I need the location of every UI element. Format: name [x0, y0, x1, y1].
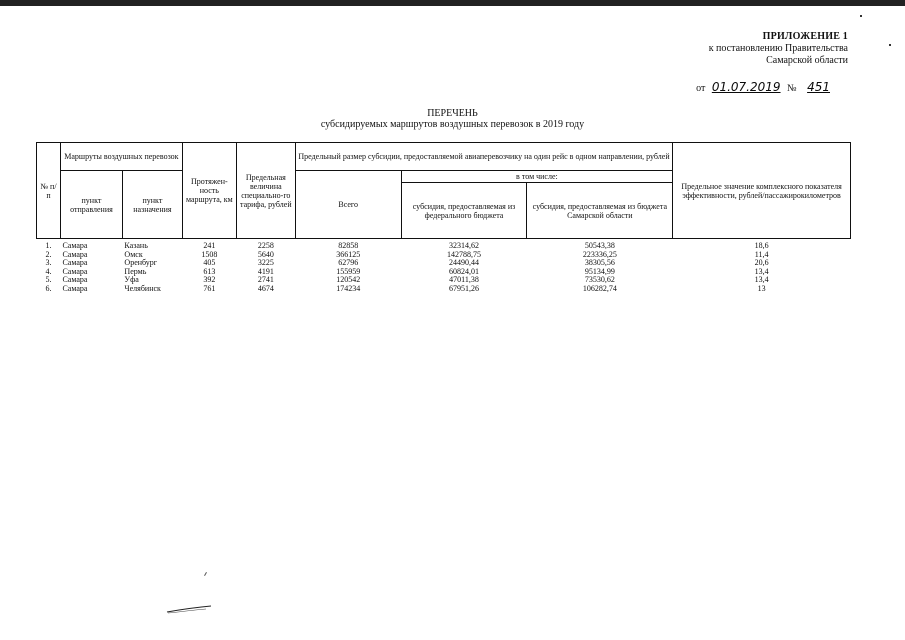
cell-num: 1.: [45, 241, 52, 250]
order-number-label: №: [787, 83, 797, 94]
document-subtitle: субсидируемых маршрутов воздушных перевозок в 2019 году: [320, 119, 585, 130]
scan-edge: [0, 0, 905, 6]
cell-tariff: 3225: [257, 258, 274, 268]
cell-total: 62796: [338, 258, 359, 268]
cell-from: Самара: [62, 266, 88, 276]
cell-federal: 67951,26: [449, 283, 479, 293]
cell-efficiency: 13: [757, 283, 766, 293]
appendix-line: Самарской области: [766, 55, 848, 66]
document-title: ПЕРЕЧЕНЬ: [427, 108, 478, 119]
order-from-label: от: [696, 83, 706, 94]
cell-federal: 47011,38: [449, 275, 479, 285]
cell-from: Самара: [62, 258, 88, 268]
cell-from: Самара: [62, 283, 88, 293]
scan-speck: [889, 44, 891, 46]
table-row: [37, 285, 851, 294]
cell-to: Челябинск: [124, 283, 161, 293]
appendix-line: к постановлению Правительства: [708, 43, 848, 54]
cell-to: Казань: [124, 241, 148, 250]
header-total: Всего: [295, 171, 401, 239]
appendix-block: [588, 31, 848, 67]
cell-regional: 106282,74: [582, 283, 617, 293]
cell-km: 1508: [201, 249, 218, 259]
cell-from: Самара: [62, 241, 88, 250]
cell-total: 155959: [336, 266, 361, 276]
cell-km: 613: [203, 266, 216, 276]
cell-from: Самара: [62, 249, 88, 259]
cell-num: 5.: [45, 275, 52, 285]
cell-km: 392: [203, 275, 216, 285]
cell-to: Омск: [124, 249, 143, 259]
cell-tariff: 2741: [257, 275, 274, 285]
cell-total: 366125: [336, 249, 361, 259]
header-destination: пункт назначения: [122, 171, 182, 239]
cell-num: 6.: [45, 283, 52, 293]
cell-tariff: 4191: [257, 266, 274, 276]
cell-num: 4.: [45, 266, 52, 276]
table-row: [37, 268, 851, 277]
header-num: № п/п: [37, 143, 61, 239]
cell-efficiency: 18,6: [754, 241, 769, 250]
order-line: [588, 80, 848, 96]
cell-to: Оренбург: [124, 258, 158, 268]
header-efficiency: Предельное значение комплексного показателя эффективности, рублей/пассажирокилометров: [673, 143, 851, 239]
cell-num: 3.: [45, 258, 52, 268]
cell-tariff: 4674: [257, 283, 274, 293]
header-subsidy: Предельный размер субсидии, предоставляемой авиаперевозчику на один рейс в одном направлении, рублей: [295, 143, 672, 171]
cell-num: 2.: [45, 249, 52, 259]
order-number: 451: [807, 80, 830, 94]
cell-regional: 38305,56: [584, 258, 615, 268]
cell-federal: 142788,75: [447, 249, 481, 259]
routes-table: [36, 142, 851, 294]
header-length: Протяжен-ность маршрута, км: [182, 143, 236, 239]
cell-regional: 50543,38: [584, 241, 615, 250]
cell-km: 405: [203, 258, 216, 268]
table-row: [37, 259, 851, 268]
header-regional: субсидия, предоставляемая из бюджета Самарской области: [527, 183, 673, 239]
cell-efficiency: 11,4: [754, 249, 769, 259]
order-date: 01.07.2019: [711, 80, 781, 94]
cell-federal: 24490,44: [449, 258, 479, 268]
cell-efficiency: 13,4: [754, 266, 769, 276]
header-departure: пункт отправления: [60, 171, 122, 239]
cell-km: 761: [203, 283, 216, 293]
cell-regional: 223336,25: [582, 249, 617, 259]
cell-efficiency: 13,4: [754, 275, 769, 285]
cell-tariff: 5640: [257, 249, 274, 259]
scan-speck: [860, 15, 862, 17]
cell-total: 120542: [336, 275, 361, 285]
cell-km: 241: [203, 241, 216, 250]
appendix-title: ПРИЛОЖЕНИЕ 1: [762, 31, 848, 42]
header-federal: субсидия, предоставляемая из федерального бюджета: [401, 183, 527, 239]
header-tariff: Предельная величина специально-го тарифа, рублей: [236, 143, 295, 239]
cell-regional: 95134,99: [584, 266, 615, 276]
cell-total: 82858: [338, 241, 359, 250]
header-routes: Маршруты воздушных перевозок: [60, 143, 182, 171]
cell-federal: 32314,62: [449, 241, 479, 250]
cell-to: Пермь: [124, 266, 147, 276]
cell-efficiency: 20,6: [754, 258, 769, 268]
header-including: в том числе:: [401, 171, 673, 183]
cell-from: Самара: [62, 275, 88, 285]
cell-total: 174234: [336, 283, 361, 293]
table-row: [37, 251, 851, 260]
table-row: [37, 242, 851, 251]
signature-stroke: [166, 604, 212, 614]
cell-federal: 60824,01: [449, 266, 479, 276]
cell-tariff: 2258: [257, 241, 274, 250]
cell-to: Уфа: [124, 275, 139, 285]
cell-regional: 73530,62: [584, 275, 615, 285]
scan-mark: [204, 572, 207, 576]
